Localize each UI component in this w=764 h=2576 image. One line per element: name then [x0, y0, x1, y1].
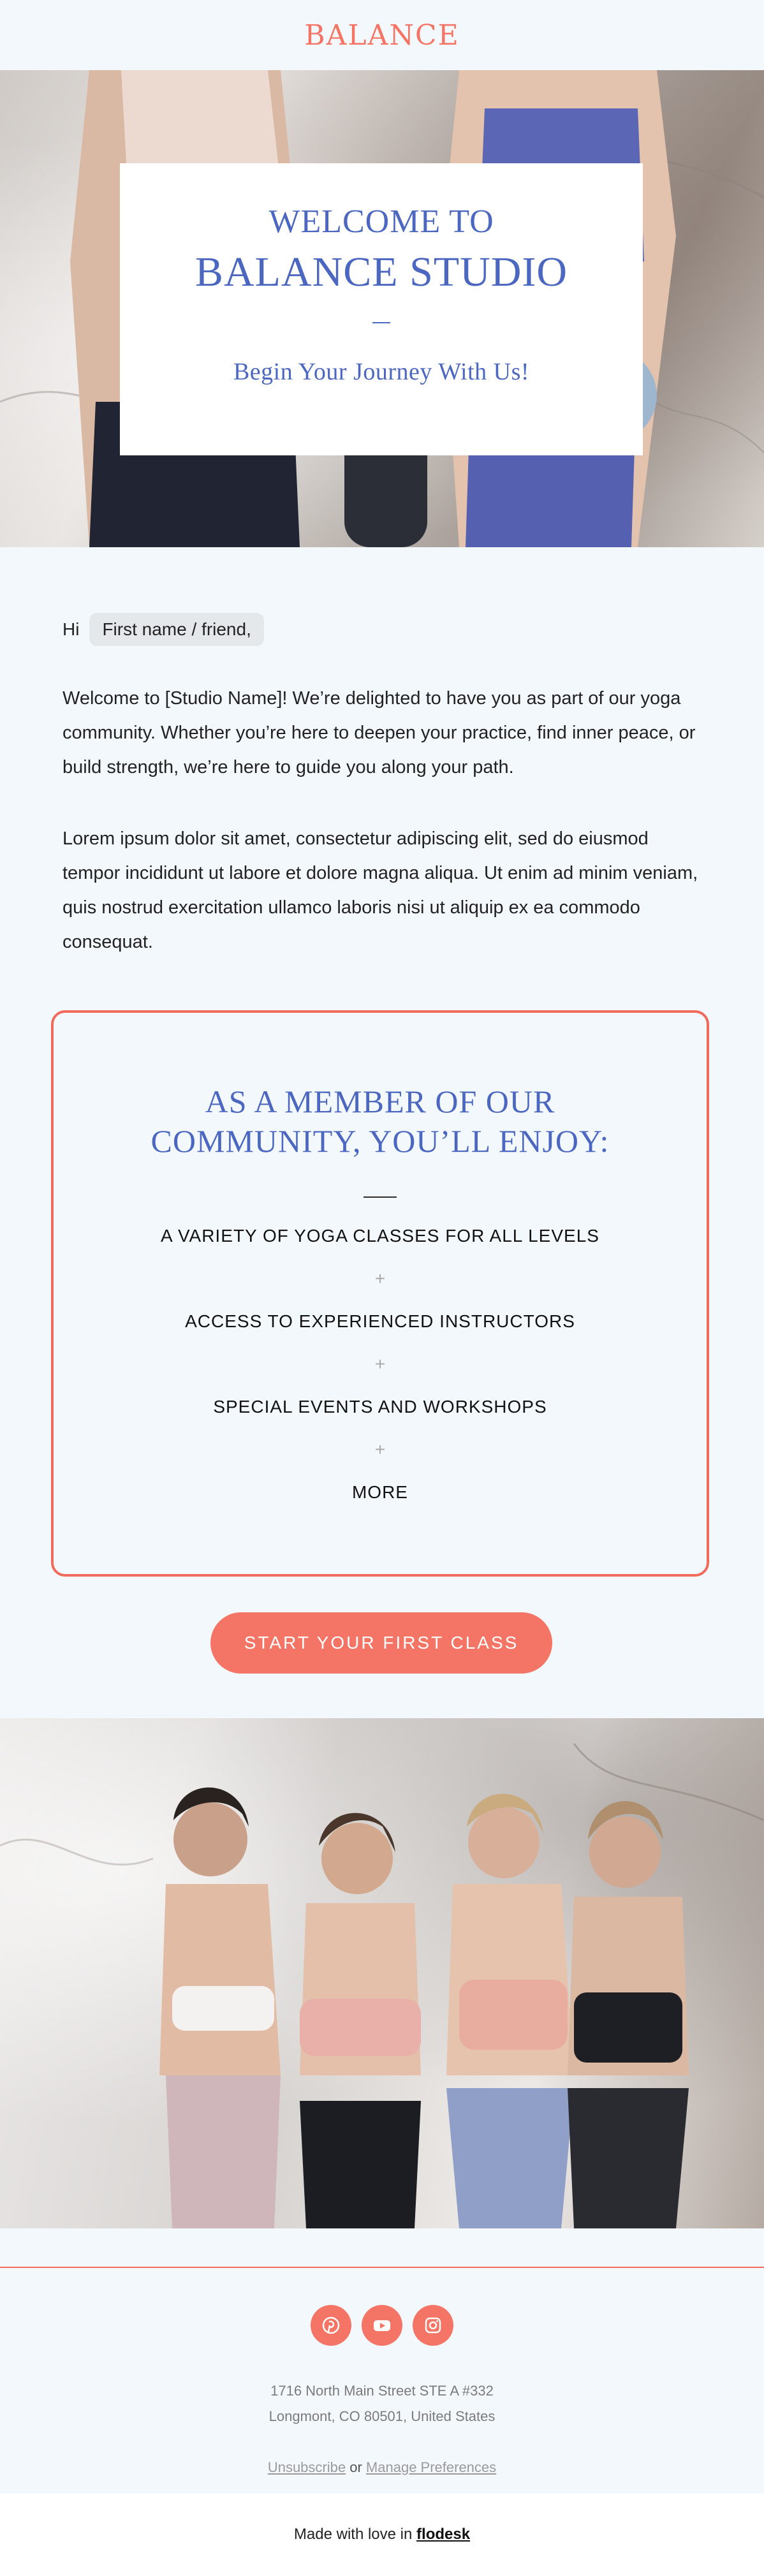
email-header	[0, 0, 764, 70]
footer-or-text: or	[349, 2459, 362, 2475]
unsubscribe-link[interactable]: Unsubscribe	[267, 2459, 346, 2475]
benefit-item: SPECIAL EVENTS AND WORKSHOPS	[213, 1397, 547, 1417]
brand-logo-text[interactable]: BALANCE	[304, 18, 460, 52]
plus-separator-icon: +	[374, 1439, 386, 1459]
youtube-glyph	[372, 2315, 392, 2336]
first-name-merge-tag: First name / friend,	[89, 613, 263, 646]
plus-separator-icon: +	[374, 1354, 386, 1374]
instagram-icon[interactable]	[413, 2305, 453, 2346]
greeting-hi: Hi	[62, 619, 80, 639]
hero-image	[0, 70, 764, 547]
benefit-item: A VARIETY OF YOGA CLASSES FOR ALL LEVELS	[161, 1226, 599, 1246]
member-benefits-box	[51, 1010, 709, 1577]
hero-title-line1: WELCOME TO	[268, 203, 494, 240]
footer-divider	[0, 2267, 764, 2268]
benefit-item: ACCESS TO EXPERIENCED INSTRUCTORS	[185, 1311, 575, 1331]
hero-title-line2: BALANCE STUDIO	[195, 249, 568, 295]
member-benefits-title: AS A MEMBER OF OUR COMMUNITY, YOU’LL ENJOY:	[151, 1084, 610, 1159]
youtube-icon[interactable]	[362, 2305, 402, 2346]
flodesk-link[interactable]: flodesk	[416, 2526, 471, 2543]
benefit-item: MORE	[351, 1482, 408, 1502]
lorem-paragraph: Lorem ipsum dolor sit amet, consectetur adipiscing elit, sed do eiusmod tempor incididunt ut labore et dolore magna aliqua. Ut enim ad minim veniam, quis nostrud exercitation ullamco laboris nisi ut aliquip ex ea commodo consequat.	[62, 828, 698, 952]
plus-separator-icon: +	[374, 1269, 386, 1288]
group-photo	[0, 1718, 764, 2228]
hero-divider	[372, 322, 390, 323]
footer-links	[0, 2459, 764, 2476]
footer-address-line1: 1716 North Main Street STE A #332	[270, 2383, 494, 2399]
made-with-love	[0, 2526, 764, 2543]
hero-card	[120, 163, 643, 455]
pinterest-glyph	[321, 2316, 341, 2335]
footer-address-line2: Longmont, CO 80501, United States	[268, 2408, 496, 2424]
greeting	[62, 612, 264, 647]
group-photo-illustration	[0, 1718, 764, 2228]
hero-subtitle: Begin Your Journey With Us!	[233, 358, 530, 385]
member-divider	[364, 1196, 397, 1198]
social-links	[0, 2305, 764, 2346]
pinterest-icon[interactable]	[311, 2305, 351, 2346]
instagram-glyph	[423, 2316, 443, 2335]
welcome-paragraph: Welcome to [Studio Name]! We’re delighted to have you as part of our yoga community. Whether you’re here to deepen your practice, find inner peace, or build strength, we’re here to guide you along your path.	[62, 688, 696, 777]
made-with-text: Made with love in	[293, 2526, 413, 2543]
manage-preferences-link[interactable]: Manage Preferences	[365, 2459, 497, 2475]
start-first-class-button[interactable]: START YOUR FIRST CLASS	[210, 1612, 552, 1674]
benefits-list	[161, 1223, 599, 1505]
